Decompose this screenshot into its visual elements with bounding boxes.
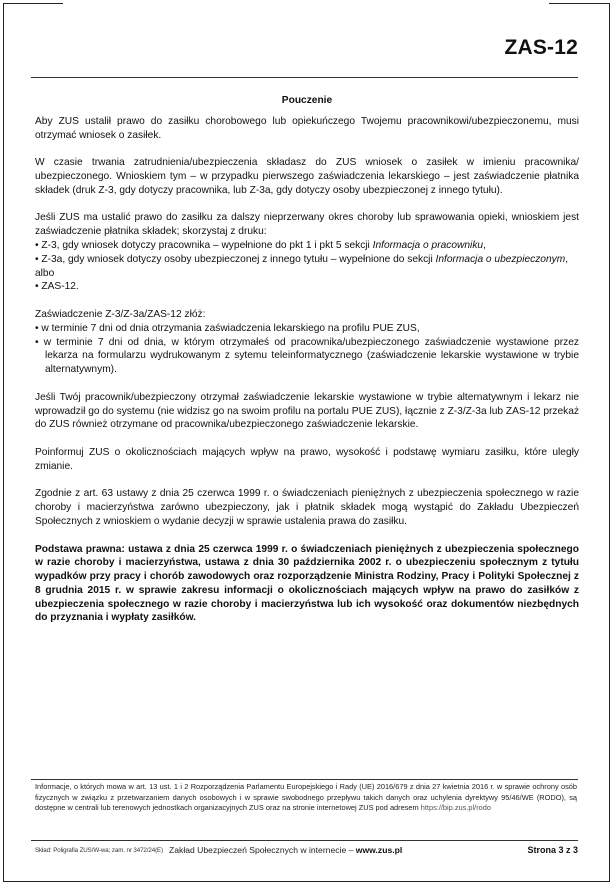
paragraph-text: Jeśli ZUS ma ustalić prawo do zasiłku za dalszy nieprzerwany okres choroby lub sprawowania opieki, wnioskiem jest zaświadczenie płatnika składek; skorzystaj z druku: xyxy=(35,212,579,238)
section-title: Pouczenie xyxy=(281,95,333,106)
list-connector: albo xyxy=(35,267,55,279)
paragraph-continued-illness xyxy=(35,211,579,294)
list-item: • w terminie 7 dni od dnia otrzymania zaświadczenia lekarskiego na profilu PUE ZUS, xyxy=(35,322,420,334)
page-frame-right xyxy=(609,3,610,882)
page-frame-top-right xyxy=(549,3,610,4)
paragraph-intro: Aby ZUS ustalił prawo do zasiłku chorobowego lub opiekuńczego Twojemu pracownikowi/ubezpieczonemu, musi otrzymać wniosek o zasiłek. xyxy=(35,115,579,141)
rodo-notice: Informacje, o których mowa w art. 13 ust. 1 i 2 Rozporządzenia Parlamentu Europejskiego i Rady (UE) 2016/679 z dnia 27 kwietnia 2016 r. w sprawie ochrony osób fizycznych w związku z przetwarzaniem danych osobowych i w sprawie swobodnego przepływu takich danych oraz uchylenia dyrektywy 95/46/WE (RODO), są dostępne w centrali lub terenowych jednostkach organizacyjnych ZUS oraz na stronie internetowej ZUS pod adresem https://bip.zus.pl/rodo xyxy=(35,782,577,813)
page-footer xyxy=(35,845,578,859)
rodo-divider-bottom xyxy=(31,840,578,841)
header-divider xyxy=(31,77,578,78)
print-imprint: Skład: Poligrafia ZUS/W-wa; zam. nr 3472/24(E) xyxy=(35,847,164,854)
page-frame-bottom xyxy=(3,881,610,882)
zus-website-link[interactable]: www.zus.pl xyxy=(355,845,403,855)
list-item: • Z-3, gdy wniosek dotyczy pracownika – wypełnione do pkt 1 i pkt 5 sekcji Informacja o pracowniku, xyxy=(35,239,486,251)
rodo-divider-top xyxy=(31,779,578,780)
rodo-link[interactable]: https://bip.zus.pl/rodo xyxy=(420,803,492,813)
instructions-body xyxy=(35,94,579,639)
list-item: • ZAS-12. xyxy=(35,281,79,293)
list-item: • Z-3a, gdy wniosek dotyczy osoby ubezpieczonej z innego tytułu – wypełnione do sekcji Informacja o ubezpieczonym, xyxy=(35,253,569,265)
page-frame-top-left xyxy=(3,3,63,4)
paragraph-deadlines xyxy=(35,308,579,377)
paragraph-alternative-certificate: Jeśli Twój pracownik/ubezpieczony otrzymał zaświadczenie lekarskie wystawione w trybie alternatywnym i lekarz nie wprowadził go do systemu (nie widzisz go na swoim profilu na portalu PUE ZUS), łącznie z Z-3/Z-3a lub ZAS-12 przekaż do ZUS również otrzymane od pracownika/ubezpieczonego zaświadczenie lekarskie. xyxy=(35,391,579,431)
paragraph-text: Zaświadczenie Z-3/Z-3a/ZAS-12 złóż: xyxy=(35,308,206,320)
paragraph-decision: Zgodnie z art. 63 ustawy z dnia 25 czerwca 1999 r. o świadczeniach pieniężnych z ubezpieczenia społecznego w razie choroby i macierzyństwa zarówno ubezpieczony, jak i płatnik składek mogą wystąpić do Zakładu Ubezpieczeń Społecznych z wnioskiem o wydanie decyzji w sprawie ustalenia prawa do zasiłku. xyxy=(35,488,579,527)
page-frame-left xyxy=(3,3,4,882)
list-item: • w terminie 7 dni od dnia, w którym otrzymałeś od pracownika/ubezpieczonego zaświadczenie wystawione przez lekarza na formularzu wydrukowanym z sytemu teleinformatycznego (zaświadczenie lekarskie wystawione w trybie alternatywnym). xyxy=(35,336,579,376)
paragraph-employment: W czasie trwania zatrudnienia/ubezpieczenia składasz do ZUS wniosek o zasiłek w imieniu pracownika/ ubezpieczonego. Wnioskiem tym – w przypadku pierwszego zaświadczenia lekarskiego – jest zaświadczenie płatnika składek (druk Z-3, gdy dotyczy pracownika, lub Z-3a, gdy dotyczy osoby ubezpieczonej z innego tytułu). xyxy=(35,157,579,196)
paragraph-inform-zus: Poinformuj ZUS o okolicznościach mających wpływ na prawo, wysokość i podstawę wymiaru zasiłku, które uległy zmianie. xyxy=(35,446,579,472)
form-code: ZAS-12 xyxy=(504,36,578,59)
zus-internet-note: Zakład Ubezpieczeń Społecznych w internecie – www.zus.pl xyxy=(169,845,403,855)
page-number: Strona 3 z 3 xyxy=(527,845,578,855)
legal-basis: Podstawa prawna: ustawa z dnia 25 czerwca 1999 r. o świadczeniach pieniężnych z ubezpieczenia społecznego w razie choroby i macierzyństwa, ustawa z dnia 30 października 2002 r. o ubezpieczeniu społecznym z tytułu wypadków przy pracy i chorób zawodowych oraz rozporządzenie Ministra Rodziny, Pracy i Polityki Społecznej z 8 grudnia 2015 r. w sprawie zakresu informacji o okolicznościach mających wpływ na prawo do zasiłków z ubezpieczenia społecznego w razie choroby i macierzyństwa lub ich wysokość oraz dokumentów niezbędnych do przyznania i wypłaty zasiłków. xyxy=(35,543,579,624)
